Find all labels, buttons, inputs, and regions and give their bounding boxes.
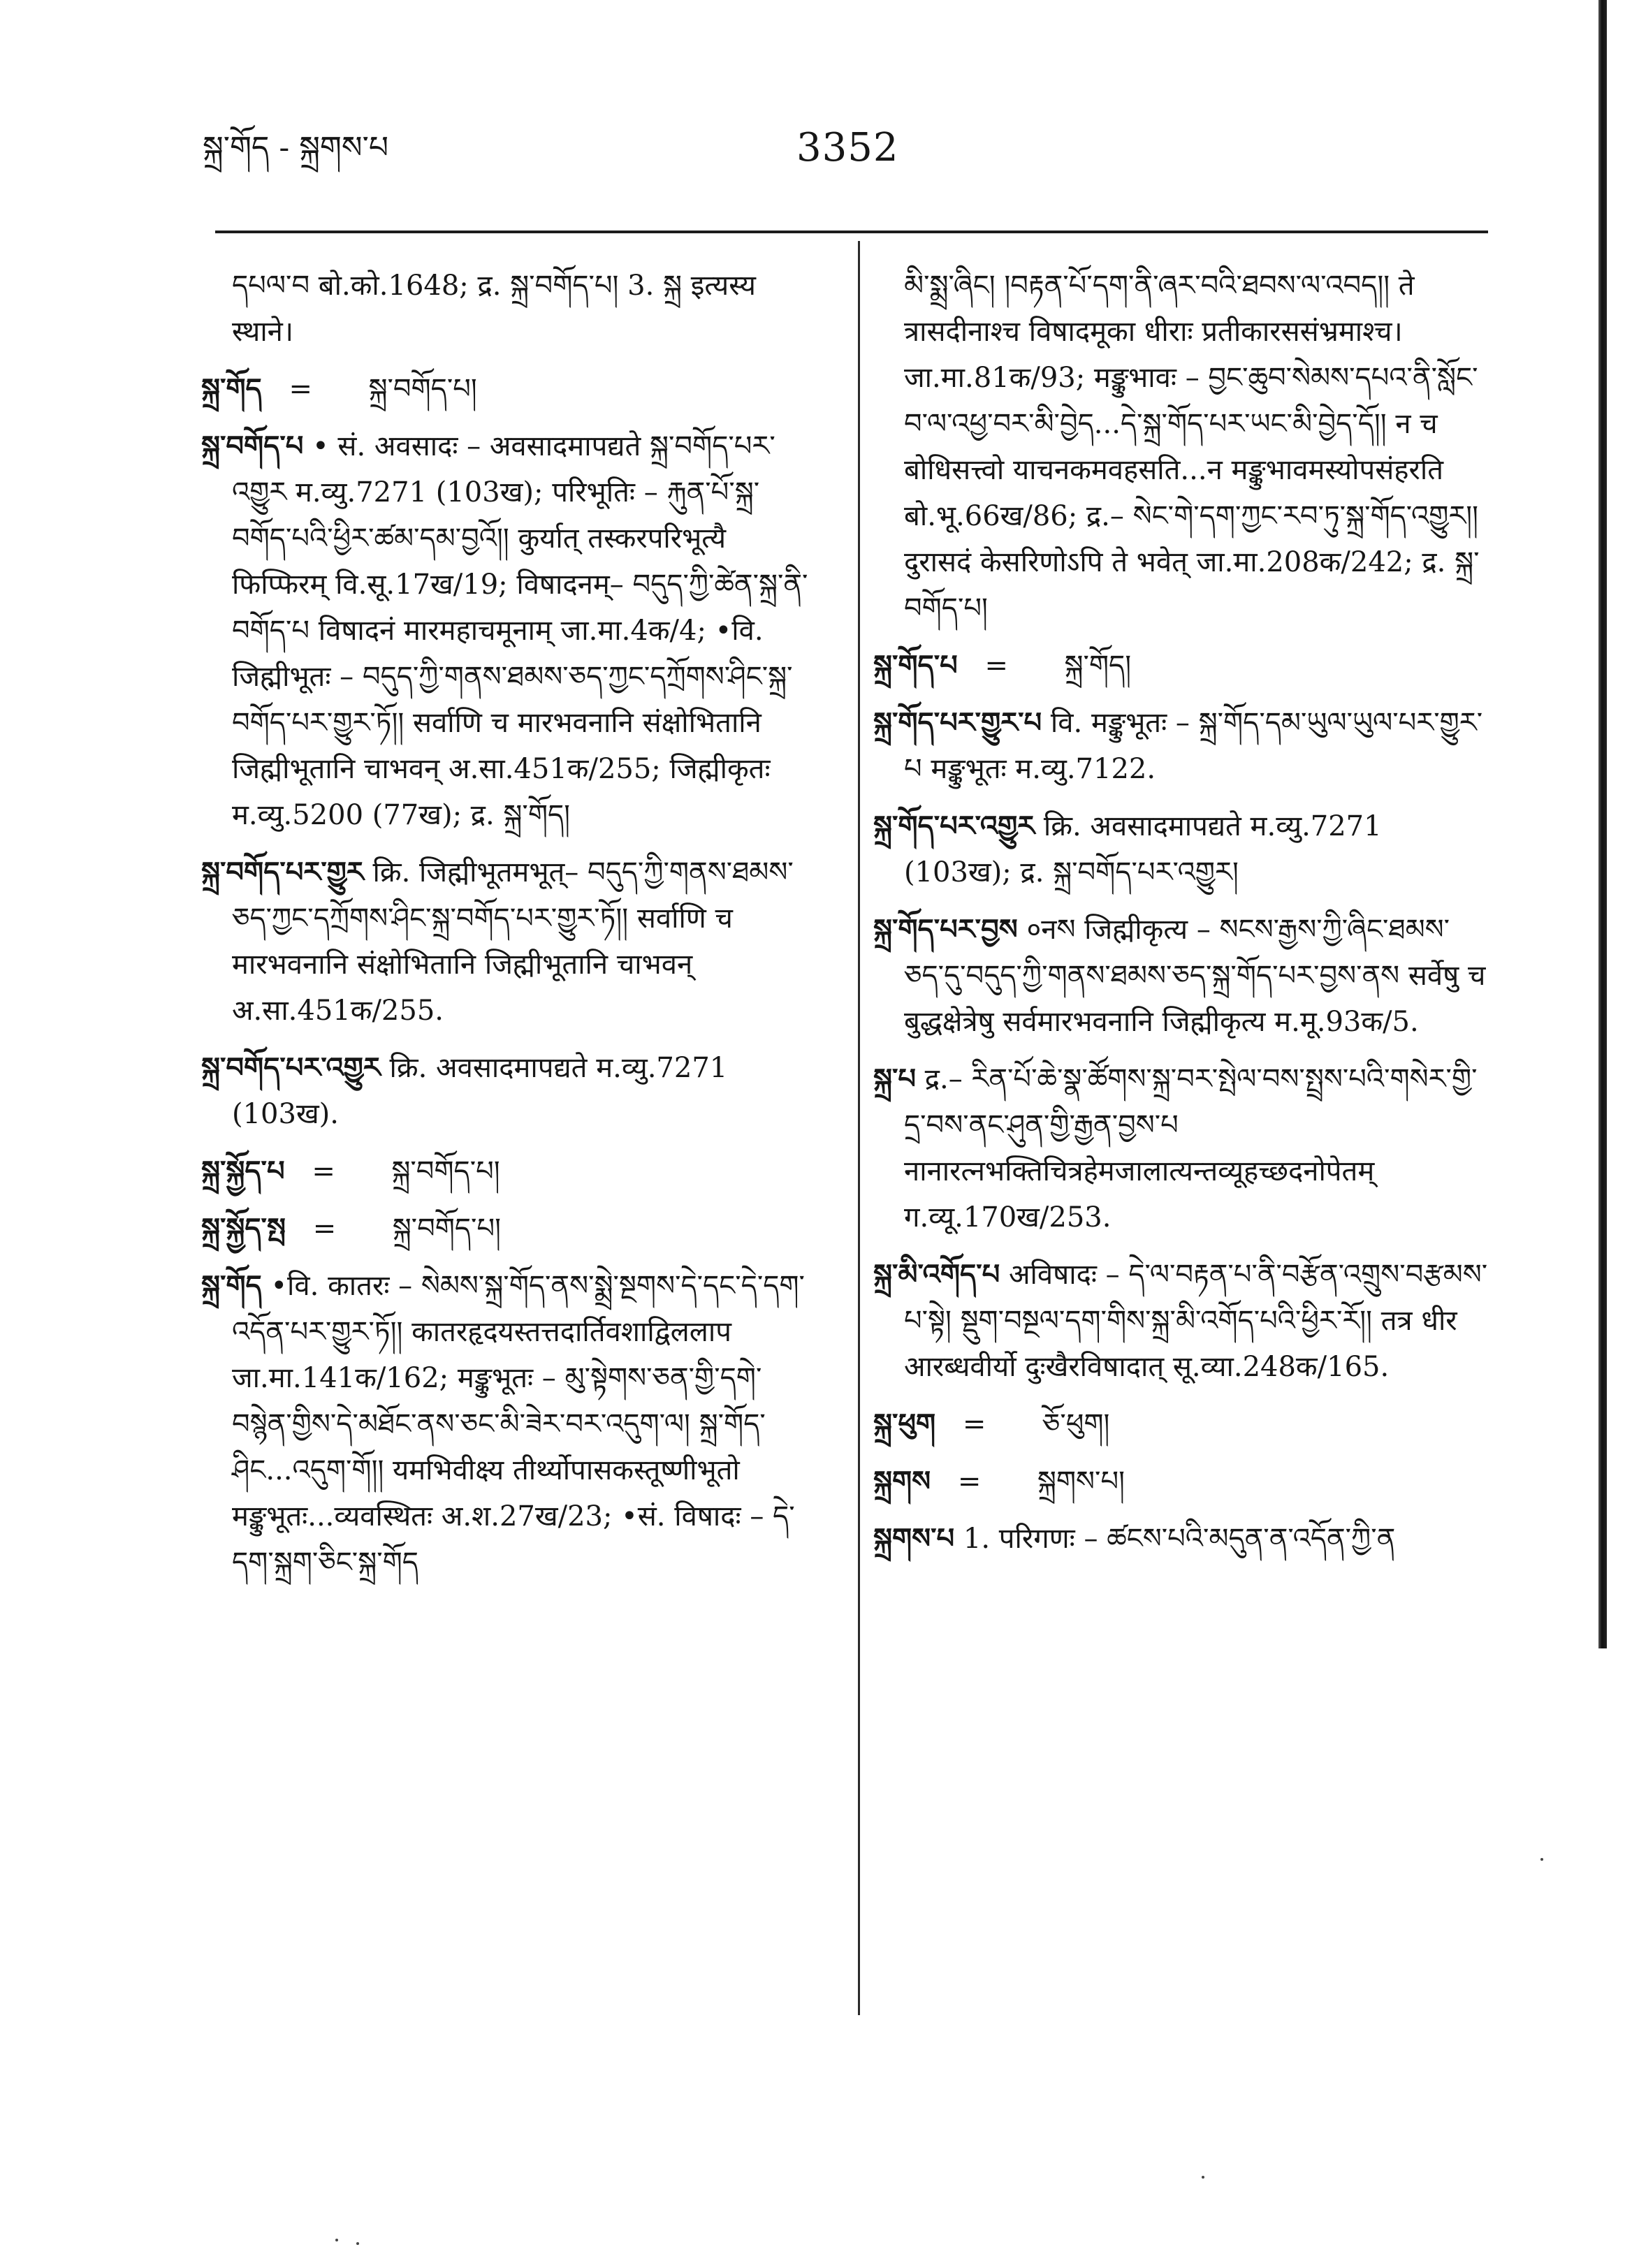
equals-sign: = [984,650,1008,682]
entry-text: ཅོ་ཕུག། [1042,1408,1110,1440]
dictionary-entry [201,1148,816,1194]
entry-text: དཔལ་བ बो.को.1648; द्र. སྐྲ་བགོད་པ། 3. སྐྲ इत्यस्य स्थाने। [232,270,756,348]
entry-text: ०नས जिह्मीकृत्य – སངས་རྒྱས་ཀྱི་ཞིང་ཐམས་ཅད་དུ་བདུད་ཀྱི་གནས་ཐམས་ཅད་སྐྲ་གོད་པར་བྱས་ནས सर्वेषु च बुद्धक्षेत्रेषु सर्वमारभवनानि जिह्मीकृत्य म.मू.93क/5. [904,914,1486,1038]
equals-sign: = [957,1465,982,1498]
entry-text: क्रि. अवसादमापद्यते म.व्यु.7271 (103ख). [232,1052,728,1130]
entry-text: वि. मङ्कुभूतः – སྐྲ་གོད་དམ་ཡུལ་ཡུལ་པར་གྱུར་པ मङ्कुभूतः म.व्यु.7122. [904,707,1483,785]
entry-continuation [201,263,816,355]
dictionary-entry [873,907,1488,1045]
scan-speck [335,2239,338,2241]
dictionary-entry [873,1458,1488,1505]
entry-text: སྐྲ་གོད། [1064,650,1132,682]
header-rule [215,231,1488,233]
headword: སྐྲ་གོད་པར་བྱས [873,913,1018,946]
headword: སྐྲ་གོད [201,1269,262,1302]
entry-text: क्रि. जिह्मीभूतमभूत्– བདུད་ཀྱི་གནས་ཐམས་ཅད་ཀྱང་དཀྲོགས་ཤིང་སྐྲ་བགོད་པར་གྱུར་ཏོ།། सर्वाणि च मारभवनानि संक्षोभितानि जिह्मीभूतानि चाभवन् अ.सा.451क/255. [232,856,794,1027]
headword: སྐྲ་གོད་པར་གྱུར་པ [873,706,1042,739]
headword: སྐྲ་སྐྱོད་པ [201,1155,285,1187]
running-head: སྐྲ་གོད - སྐྲགས་པ [203,130,389,166]
entry-text: སྐྲ་བགོད་པ། [392,1213,501,1245]
right-column [873,263,1488,1573]
column-divider [858,241,860,2015]
headword: སྐྲ་གོད་པར་འགྱུར [873,810,1035,842]
left-column [201,263,816,1597]
headword: སྐྲགས [873,1465,931,1498]
entry-text: अविषादः – དེ་ལ་བརྟན་པ་ནི་བརྩོན་འགྲུས་བརྩམས་པ་སྟེ། སྡུག་བསྔལ་དག་གིས་སྐྲ་མི་འགོད་པའི་ཕྱིར་རོ།། तत्र धीर आरब्धवीर्यो दुःखैरविषादात् सू.व्या.248क/165. [904,1259,1488,1383]
scan-speck [356,2242,359,2245]
scan-speck [1202,2176,1204,2179]
dictionary-entry [201,366,816,412]
dictionary-entry [201,1045,816,1137]
dictionary-entry [873,700,1488,792]
entry-text: སྐྲགས་པ། [1037,1465,1125,1498]
equals-sign: = [289,373,312,405]
entry-text: སྐྲ་བགོད་པ། [391,1155,500,1187]
page-number: 3352 [796,125,899,170]
scan-edge [1598,0,1607,1648]
dictionary-entry [873,643,1488,689]
dictionary-entry [873,1401,1488,1447]
entry-text: •वि. कातरः – སེམས་སྐྲ་གོད་ནས་སྨྲེ་སྔགས་དེ་དང་དེ་དག་འདོན་པར་གྱུར་ཏོ།། कातरहृदयस्तत्तदार्तिवशाद्विललाप जा.मा.141क/162; मङ्कुभूतः – མུ་སྟེགས་ཅན་གྱི་དགེ་བསྙེན་གྱིས་དེ་མཐོང་ནས་ཅང་མི་ཟེར་བར་འདུག་ལ། སྐྲ་གོད་ཤིང...འདུག་གོ།། यमभिवीक्ष्य तीर्थ्योपासकस्तूष्णीभूतो मङ्कुभूतः...व्यवस्थितः अ.श.27ख/23; •सं. विषादः – དེ་དག་སྐྲག་ཅིང་སྐྲ་གོད [232,1270,805,1579]
dictionary-entry [873,803,1488,895]
dictionary-entry [873,1252,1488,1390]
entry-continuation [873,263,1488,631]
headword: སྐྲ་གོད་པ [873,649,958,682]
entry-text: སྐྲ་བགོད་པ། [368,373,477,405]
entry-text: क्रि. अवसादमापद्यते म.व्यु.7271 (103ख); द्र. སྐྲ་བགོད་པར་འགྱུར། [904,810,1382,888]
equals-sign: = [962,1408,986,1440]
headword: སྐྲ་བགོད་པ [201,430,304,462]
headword: སྐྲ་པ [873,1062,917,1095]
entry-text: • सं. अवसादः – अवसादमापद्यते སྐྲ་བགོད་པར་འགྱུར म.व्यु.7271 (103ख); परिभूतिः – རྐུན་པོ་སྐྲ་བགོད་པའི་ཕྱིར་ཚམ་དམ་བྱའོ།། कुर्यात् तस्करपरिभूत्यै फिप्फिरम् वि.सू.17ख/19; विषादनम्– བདུད་ཀྱི་ཚེན་སྐྲ་ནི་བགོད་པ विषादनं मारमहाचमूनाम् जा.मा.4क/4; •वि. जिह्मीभूतः – བདུད་ཀྱི་གནས་ཐམས་ཅད་ཀྱང་དཀྲོགས་ཤིང་སྐྲ་བགོད་པར་གྱུར་ཏོ།། सर्वाणि च मारभवनानि संक्षोभितानि जिह्मीभूतानि चाभवन् अ.सा.451क/255; जिह्मीकृतः म.व्यु.5200 (77ख); द्र. སྐྲ་གོད། [232,430,808,831]
dictionary-entry [873,1056,1488,1241]
entry-text: 1. परिगणः – ཚངས་པའི་མདུན་ན་འདོན་ཀྱི་ན [963,1523,1396,1555]
scan-speck [1540,1858,1543,1861]
dictionary-entry [201,849,816,1034]
headword: སྐྲ་སྐྱོད་སྤ [201,1212,286,1245]
entry-text: མི་སྨྲ་ཞིང། །བརྟན་པོ་དག་ནི་ཞར་བའི་ཐབས་ལ་འབད།། ते त्रासदीनाश्च विषादमूका धीराः प्रतीकारससंभ्रमाश्च। जा.मा.81क/93; मङ्कुभावः – བྱང་ཆུབ་སེམས་དཔའ་ནི་སློང་བ་ལ་འཕྱ་བར་མི་བྱེད...དེ་སྐྲ་གོད་པར་ཡང་མི་བྱེད་དོ།། न च बोधिसत्त्वो याचनकमवहसति...न मङ्कुभावमस्योपसंहरति बो.भू.66ख/86; द्र.– སེང་གེ་དག་ཀྱང་རབ་ཏུ་སྐྲ་གོད་འགྱུར།། दुरासदं केसरिणोऽपि ते भवेत् जा.मा.208क/242; द्र. སྐྲ་བགོད་པ། [904,270,1480,624]
dictionary-entry [873,1516,1488,1562]
dictionary-entry [201,423,816,838]
headword: སྐྲ་མི་འགོད་པ [873,1258,1000,1291]
dictionary-entry [201,1263,816,1586]
headword: སྐྲ་ཕུག [873,1407,936,1440]
headword: སྐྲ་བགོད་པར་འགྱུར [201,1051,381,1084]
headword: སྐྲ་བགོད་པར་གྱུར [201,856,364,888]
headword: སྐྲ་གོད [201,372,262,405]
headword: སྐྲགས་པ [873,1522,955,1555]
equals-sign: = [312,1155,335,1187]
equals-sign: = [312,1213,337,1245]
dictionary-entry [201,1206,816,1252]
entry-text: द्र.– རིན་པོ་ཆེ་སྣ་ཚོགས་སྐྲ་བར་སྤེལ་བས་སྤྲས་པའི་གསེར་གྱི་དྲ་བས་ནང་ཤུན་གྱི་རྒྱན་བྱས་པ नानारत्नभक्तिचित्रहेमजालात्यन्तव्यूहच्छदनोपेतम् ग.व्यू.170ख/253. [904,1063,1478,1234]
